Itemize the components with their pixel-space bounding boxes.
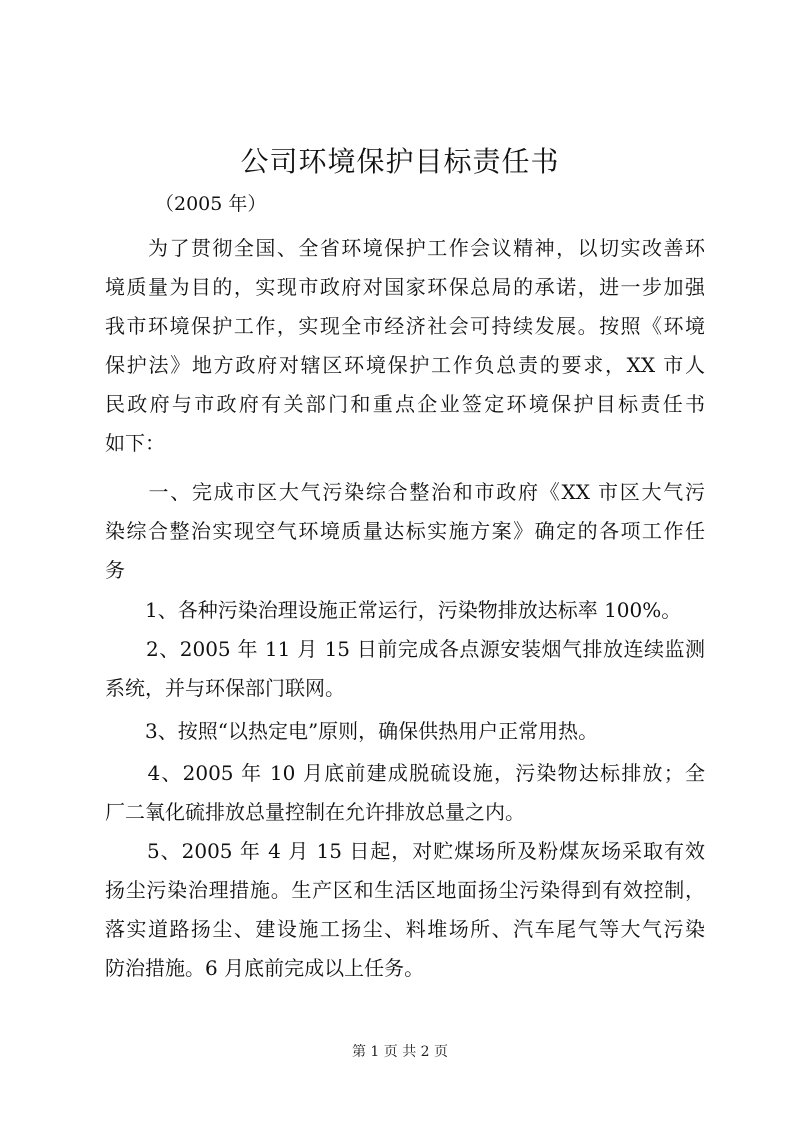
document-year: （2005 年） xyxy=(155,193,267,215)
body-line-17: 扬尘污染治理措施。生产区和生活区地面扬尘污染得到有效控制， xyxy=(105,878,705,902)
body-line-7: 一、完成市区大气污染综合整治和市政府《XX 市区大气污 xyxy=(105,480,705,504)
body-line-1: 为了贯彻全国、全省环境保护工作会议精神，以切实改善环 xyxy=(105,236,705,260)
body-line-13: 3、按照“以热定电”原则，确保供热用户正常用热。 xyxy=(105,719,599,743)
body-line-3: 我市环境保护工作，实现全市经济社会可持续发展。按照《环境 xyxy=(105,314,705,338)
body-line-9: 务 xyxy=(105,558,125,582)
document-title: 公司环境保护目标责任书 xyxy=(240,145,560,178)
body-line-19: 防治措施。6 月底前完成以上任务。 xyxy=(105,956,425,980)
page-footer: 第 1 页 共 2 页 xyxy=(351,1044,449,1060)
body-line-12: 系统，并与环保部门联网。 xyxy=(105,676,345,700)
body-line-6: 如下： xyxy=(105,431,165,455)
body-line-4: 保护法》地方政府对辖区环境保护工作负总责的要求，XX 市人 xyxy=(105,353,705,377)
body-line-16: 5、2005 年 4 月 15 日起，对贮煤场所及粉煤灰场采取有效 xyxy=(105,839,705,863)
body-line-14: 4、2005 年 10 月底前建成脱硫设施，污染物达标排放；全 xyxy=(105,761,705,785)
body-line-18: 落实道路扬尘、建设施工扬尘、料堆场所、汽车尾气等大气污染 xyxy=(105,917,705,941)
body-line-8: 染综合整治实现空气环境质量达标实施方案》确定的各项工作任 xyxy=(105,519,705,543)
body-line-5: 民政府与市政府有关部门和重点企业签定环境保护目标责任书 xyxy=(105,392,705,416)
body-line-10: 1、各种污染治理设施正常运行，污染物排放达标率 100%。 xyxy=(105,598,682,622)
body-line-15: 厂二氧化硫排放总量控制在允许排放总量之内。 xyxy=(105,800,525,824)
body-line-11: 2、2005 年 11 月 15 日前完成各点源安装烟气排放连续监测 xyxy=(105,637,705,661)
body-line-2: 境质量为目的，实现市政府对国家环保总局的承诺，进一步加强 xyxy=(105,275,705,299)
